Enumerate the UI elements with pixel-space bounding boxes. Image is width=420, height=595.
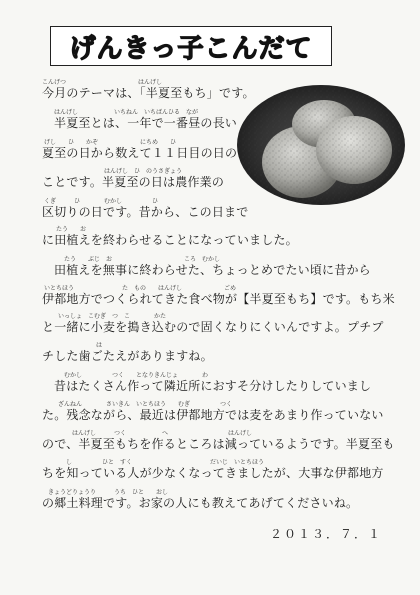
hangeshi-mochi-photo (236, 84, 406, 206)
body-line: 夏至の日から数えて１１日目の日の (42, 146, 238, 160)
furigana: げし ひ かぞ にちめ ひ (44, 139, 177, 146)
title-box (50, 26, 332, 66)
furigana: むかし つく となりきんじょ わ (64, 372, 209, 379)
furigana: きょうどりょうり うち ひと おし (48, 489, 169, 496)
furigana: し ひと すく だいじ いとちほう (66, 459, 265, 466)
body-line: ちを知っている人が少なくなってきましたが、大事な伊都地方 (42, 466, 384, 480)
body-line: た。残念ながら、最近は伊都地方では麦をあまり作っていない (42, 408, 384, 422)
furigana: はんげし いちねん いちばんひる なが (54, 109, 199, 116)
body-line: 今月のテーマは、「半夏至もち」です。 (42, 86, 255, 100)
furigana: ざんねん さいきん いとちほう むぎ つく (58, 401, 233, 408)
body-line: チした歯ごたえがありますね。 (42, 349, 213, 363)
furigana: いっしょ こむぎ つ こ かた (58, 313, 167, 320)
furigana: こんげつ はんげし (42, 79, 163, 86)
furigana: いとちほう た もの はんげし ごめ (44, 285, 237, 292)
page-title: げんきっ子こんだて (69, 33, 313, 64)
furigana: たう ぶじ お ころ むかし (64, 256, 221, 263)
body-line: 伊都地方でつくられてきた食べ物が【半夏至もち】です。もち米 (42, 292, 395, 306)
body-line: 田植えを無事に終わらせた、ちょっとめでたい頃に昔から (54, 263, 371, 277)
furigana: たう お (56, 226, 87, 233)
furigana: は (96, 342, 103, 349)
body-line: の郷土料理です。お家の人にも教えてあげてくださいね。 (42, 496, 359, 510)
publication-date: ２０１３．７．１ (270, 527, 383, 541)
body-line: と一緒に小麦を搗き込むので固くなりにくいんですよ。プチプ (42, 320, 384, 334)
body-line: 半夏至とは、一年で一番昼の長い (54, 116, 238, 130)
furigana: はんげし ひ のうさぎょう (104, 168, 183, 175)
body-line: に田植えを終わらせることになっていました。 (42, 233, 298, 247)
body-line: ことです。半夏至の日は農作業の (42, 175, 225, 189)
furigana: くぎ ひ むかし ひ (44, 198, 159, 205)
body-line: ので、半夏至もちを作るところは減っているようです。半夏至も (42, 437, 395, 451)
body-line: 昔はたくさん作って隣近所におすそ分けしたりしていまし (54, 379, 372, 393)
body-line: 区切りの日です。昔から、この日まで (42, 205, 249, 219)
furigana: はんげし つく へ はんげし (72, 430, 253, 437)
